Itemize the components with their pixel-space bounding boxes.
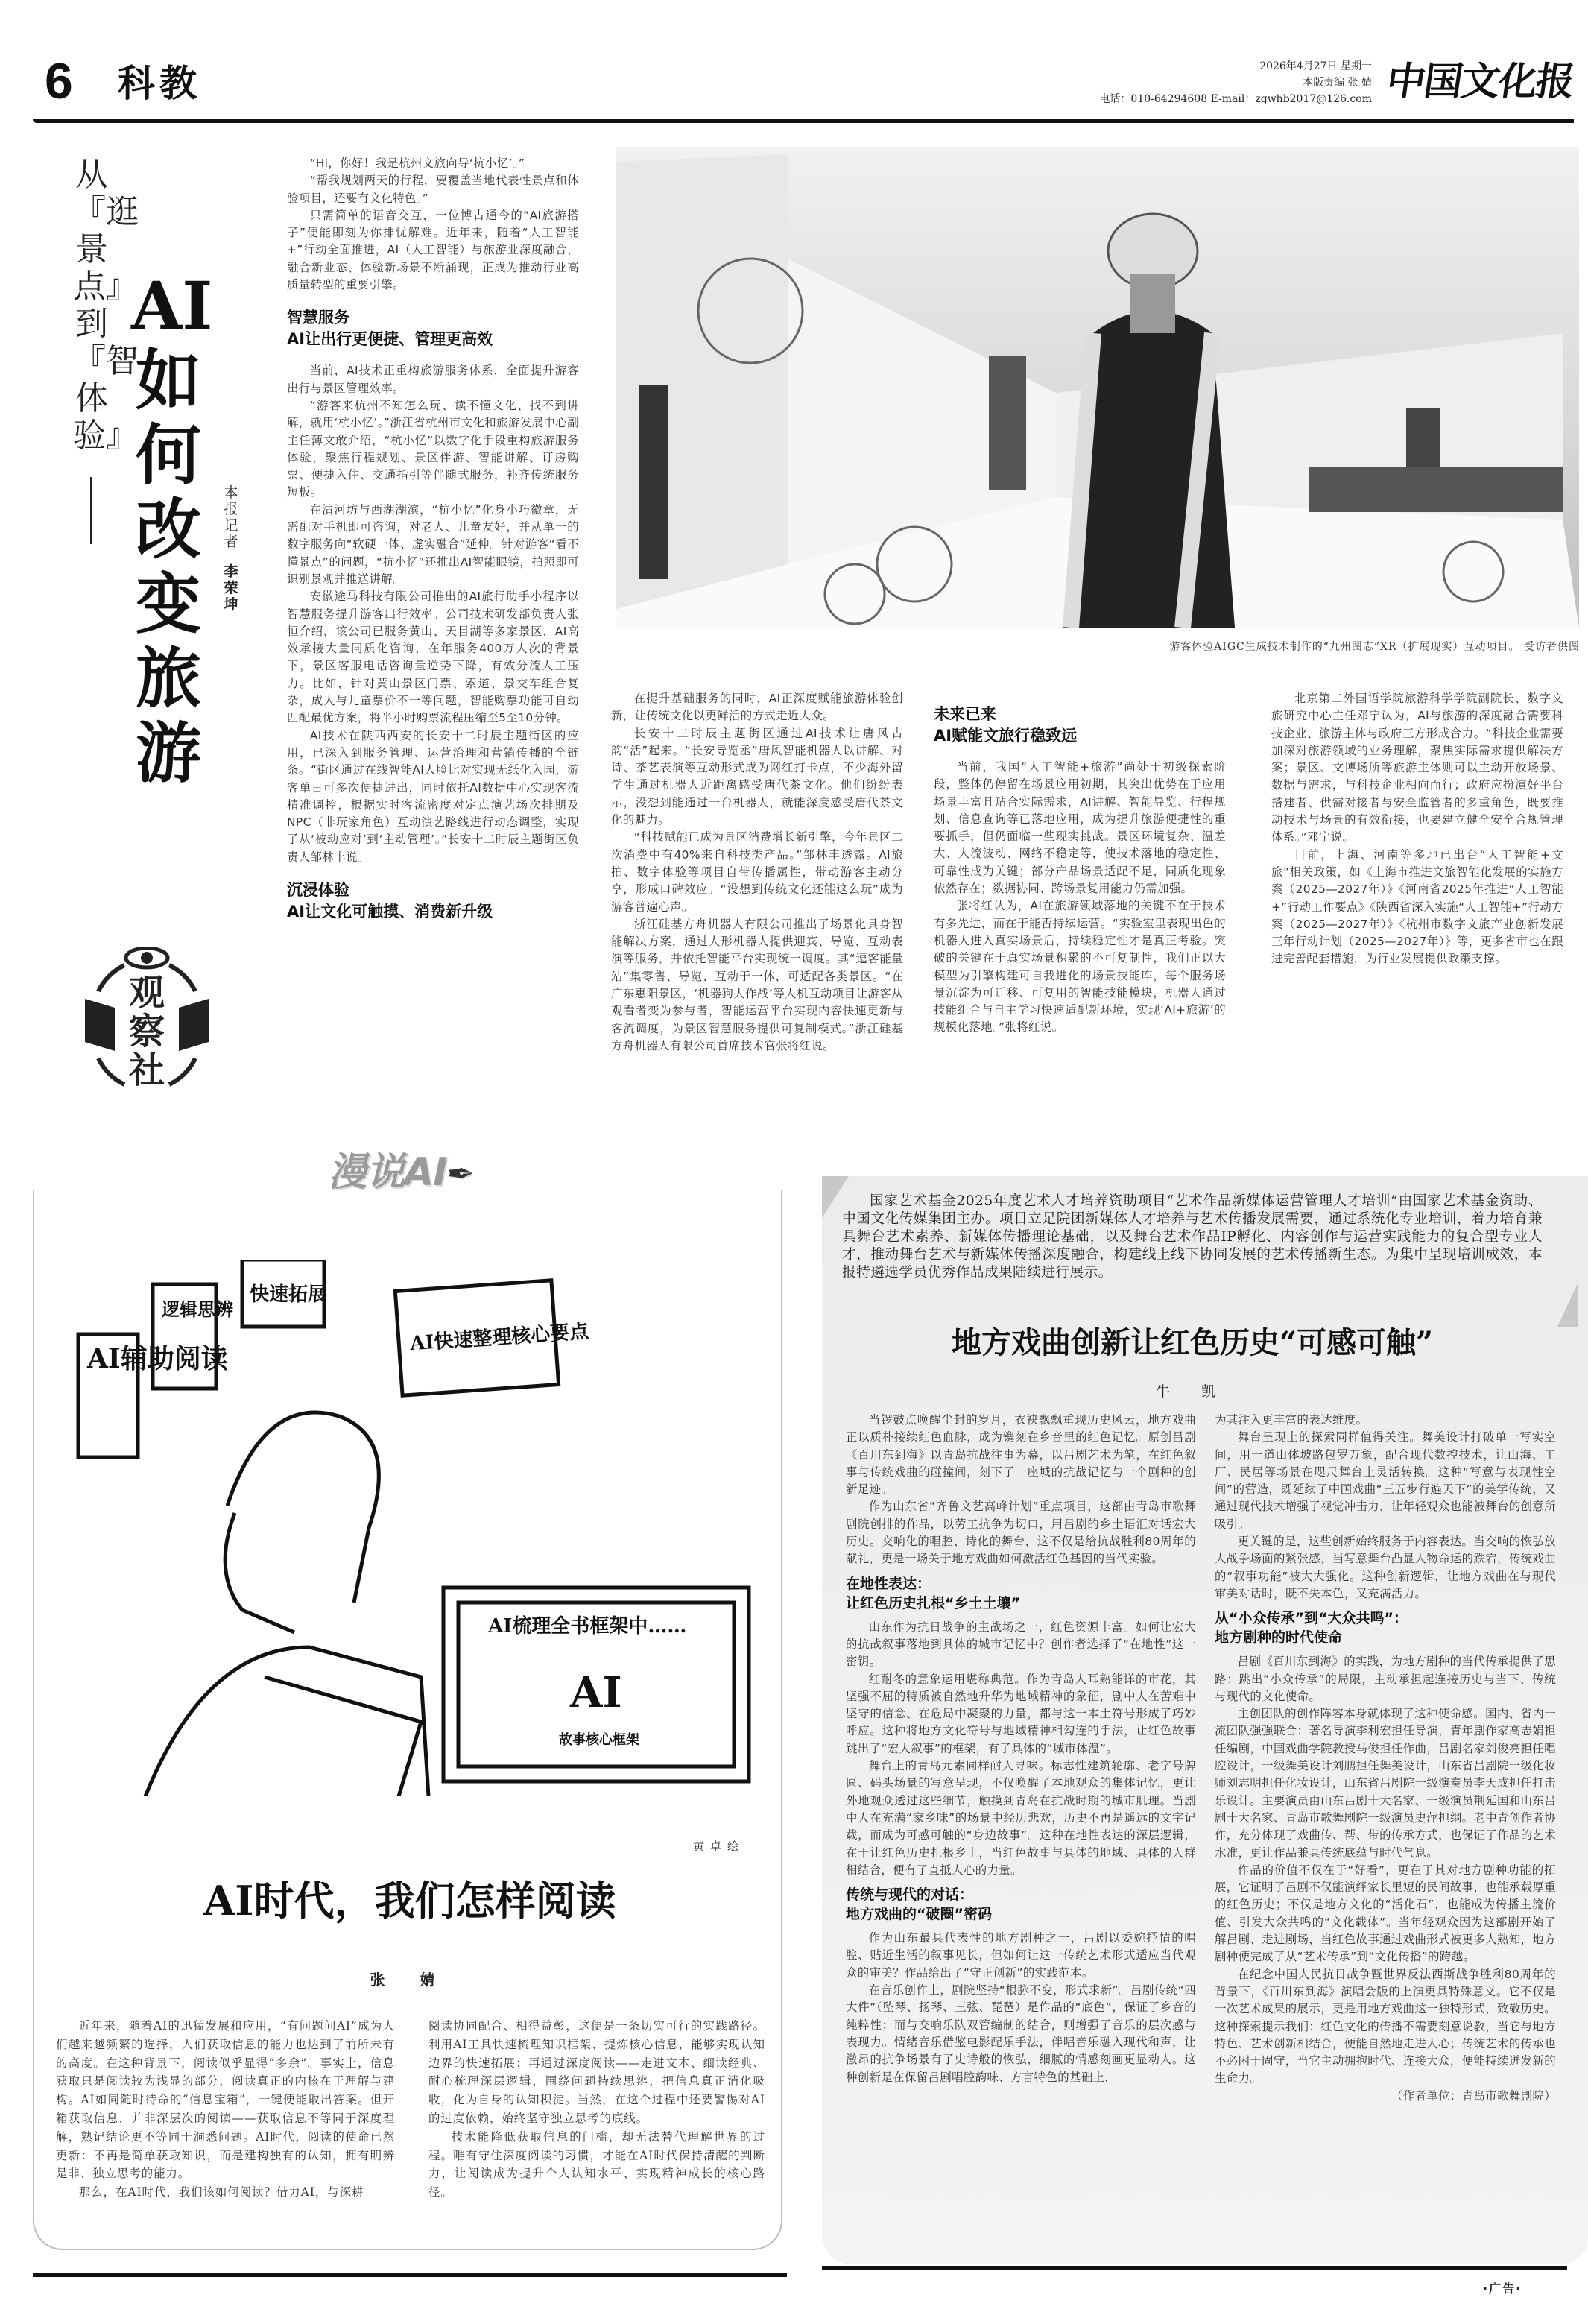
- corner-decoration: [1557, 1282, 1578, 1327]
- vr-exhibit-photo-icon: [616, 147, 1579, 628]
- screen-node: 故事核心框架: [559, 1732, 639, 1748]
- kicker-dash: [90, 477, 92, 544]
- screen-ai: AI: [570, 1668, 622, 1717]
- paragraph: 当锣鼓点唤醒尘封的岁月，衣袂飘飘重现历史风云，地方戏曲正以质朴接续红色血脉，成为镌刻在乡音里的红色记忆。原创吕剧《百川东到海》以青岛抗战往事为幕，以吕剧艺术为笔，在红色叙事与传统戏曲的碰撞间，刻下了一座城的抗战记忆与一个剧种的创新足迹。: [846, 1413, 1196, 1497]
- advertorial-column-2: [1215, 1412, 1556, 2105]
- photo-caption: 游客体验AIGC生成技术制作的“九州图志”XR（扩展现实）互动项目。 受访者供图: [1169, 641, 1580, 653]
- paragraph: 作为山东最具代表性的地方剧种之一，吕剧以委婉抒情的唱腔、贴近生活的叙事见长，但如何让这一传统艺术形式适应当代观众的审美？作品给出了“守正创新”的实践范本。: [846, 1931, 1196, 1980]
- paragraph: 山东作为抗日战争的主战场之一，红色资源丰富。如何让宏大的抗战叙事落地到具体的城市记忆中？创作者选择了“在地性”这一密钥。: [846, 1620, 1196, 1669]
- paragraph: 主创团队的创作阵容本身就体现了这种使命感。国内、省内一流团队强强联合：著名导演李利宏担任导演，青年剧作家高志娟担任编剧，中国戏曲学院教授马俊担任作曲，吕剧名家刘俊亮担任唱腔设计，一级舞美设计刘鹏担任舞美设计，山东省吕剧院一级化妆师刘志明担任化妆设计，山东省吕剧院一级演奏员李天成担任打击乐设计。主要演员由山东吕剧十大名家、一级演员荆延国和山东吕剧十大名家、青岛市歌舞剧院一级演员史萍担纲。老中青创作者协作，充分体现了戏曲传、帮、带的传承方式，也保证了作品的艺术水准，更让作品兼具传统底蕴与时代气息。: [1215, 1707, 1556, 1860]
- essay-column-2: 阅读协同配合、相得益彰，这便是一条切实可行的实践路径。利用AI工具快速梳理知识框架、提炼核心信息，能够实现认知边界的快速拓展；再通过深度阅读——走进文本、细读经典、耐心梳理深层逻辑，围绕问题持续思辨，把信息真正消化吸收，化为自身的认知积淀。当然，在这个过程中还要警惕对AI的过度依赖，始终坚守独立思考的底线。 技术能降低获取信息的门槛，却无法替代理解世界的过程。唯有守住深度阅读的习惯，才能在AI时代保持清醒的判断力，让阅读成为提升个人认知水平、实现精神成长的核心路径。: [428, 2017, 765, 2202]
- page-editor: 本版责编 张 婧: [1303, 77, 1372, 89]
- essay-para-2a: 那么，在AI时代，我们该如何阅读？借力AI，与深耕: [78, 2185, 364, 2200]
- article-column-1: “Hi，你好！我是杭州文旅向导‘杭小忆’。” “帮我规划两天的行程，要覆盖当地代表性景点和体验项目，还要有文化特色。” 只需简单的语音交互，一位博古通今的“AI旅游搭子”便能即刻为你排忧解难。近年来，随着“人工智能+”行动全面推进，AI（人工智能）与旅游业深度融合，融合新业态、体验新场景不断涌现，正成为推动行业高质量转型的重要引擎。 智慧服务 AI让出行更便捷、管理更高效 当前，AI技术正重构旅游服务体系，全面提升游客出行与景区管理效率。 “游客来杭州不知怎么玩、读不懂文化、找不到讲解，就用‘杭小忆’。”浙江省杭州市文化和旅游发展中心副主任薄文敢介绍，“杭小忆”以数字化手段重构旅游服务体验，聚焦行程规划、景区伴游、智能讲解、订房购票、便捷入住、交通指引等伴随式服务，补齐传统服务短板。 在清河坊与西湖湖滨，“杭小忆”化身小巧徽章，无需配对手机即可咨询，对老人、儿童友好，并从单一的数字服务向“软硬一体、虚实融合”延伸。针对游客“看不懂景点”的问题，“杭小忆”还推出AI智能眼镜，拍照即可识别景观并推送讲解。 安徽途马科技有限公司推出的AI旅行助手小程序以智慧服务提升游客出行效率。公司技术研发部负责人张恒介绍，该公司已服务黄山、天目湖等多家景区，AI高效承接大量同质化咨询，在年服务400万人次的背景下，景区客服电话咨询量逆势下降，有效分流人工压力。比如，针对黄山景区门票、索道、景交车组合复杂，成人与儿童票价不一等问题，智能购票功能可自动匹配最优方案，将半小时购票流程压缩至5至10分钟。 AI技术在陕西西安的长安十二时辰主题街区的应用，已深入到服务管理、运营治理和营销传播的全链条。“街区通过在线智能AI人脸比对实现无纸化入园，游客单日可多次便捷进出，同时依托AI数据中心实现客流精准调控，根据实时客流密度对定点演艺场次排期及NPC（非玩家角色）互动演艺路线进行动态调整，实现了从‘被动应对’到‘主动管理’。”长安十二时辰主题街区负责人邹林丰说。 沉浸体验 AI让文化可触摸、消费新升级: [287, 155, 579, 935]
- essay-column-1: 近年来，随着AI的迅猛发展和应用，“有问题问AI”成为人们越来越频繁的选择，人们获取信息的能力也达到了前所未有的高度。在这种背景下，阅读似乎显得“多余”。事实上，信息获取只是阅读较为浅显的部分，阅读真正的内核在于理解与建构。AI如同随时待命的“信息宝箱”，一键便能取出答案。但开箱获取信息，并非深层次的阅读——获取信息不等同于深度理解，熟记结论更不等同于洞悉问题。AI时代，阅读的使命已然更新：不再是简单获取知识，而是建构独有的认知，拥有明辨是非、独立思考的能力。 那么，在AI时代，我们该如何阅读？借力AI，与深耕: [56, 2017, 395, 2202]
- article-byline: [220, 484, 242, 613]
- bubble-core-points: AI快速整理核心要点: [409, 1320, 590, 1356]
- paragraph: 舞台呈现上的探索同样值得关注。舞美设计打破单一写实空间，用一道山体坡路包罗万象，配合现代数控技术，让山海、工厂、民居等场景在咫尺舞台上灵活转换。这种“写意与表现性空间”的营造，既延续了中国戏曲“三五步行遍天下”的美学传统，又通过现代技术增强了视觉冲击力，让年轻观众也能被舞台的创意所吸引。: [1215, 1430, 1556, 1531]
- essay-para-2b: 阅读协同配合、相得益彰，这便是一条切实可行的实践路径。利用AI工具快速梳理知识框架、提炼核心信息，能够实现认知边界的快速拓展；再通过深度阅读——走进文本、细读经典、耐心梳理深层逻辑，围绕问题持续思辨，把信息真正消化吸收，化为自身的认知积淀。当然，在这个过程中还要警惕对AI的过度依赖，始终坚守独立思考的底线。: [428, 2019, 765, 2125]
- paragraph: 在音乐创作上，剧院坚持“根脉不变，形式求新”。吕剧传统“四大件”（坠琴、扬琴、三弦、琵琶）是作品的“底色”，保证了乡音的纯粹性；而与交响乐队双管编制的结合，则增强了音乐的层次感与表现力。情绪音乐借鉴电影配乐手法，伴唱音乐融入现代和声，让激昂的抗争场景有了史诗般的恢弘，细腻的情感刻画更显动人。这种创新是在保留吕剧唱腔韵味、方言特色的基础上，: [846, 1983, 1196, 2084]
- paragraph: 红耐冬的意象运用堪称典范。作为青岛人耳熟能详的市花，其坚强不屈的特质被自然地升华为地域精神的象征，剧中人在苦难中坚守的信念、在危局中凝聚的力量，都与这一本土符号形成了巧妙呼应。这种将地方文化符号与地域精神相勾连的手法，让红色故事跳出了“宏大叙事”的框架，有了具体的“城市体温”。: [846, 1672, 1196, 1755]
- column-logo-guanchashe: [83, 947, 210, 1103]
- advertorial-intro: 国家艺术基金2025年度艺术人才培养资助项目“艺术作品新媒体运营管理人才培训”由国家艺术基金资助、中国文化传媒集团主办。项目立足院团新媒体人才培养与艺术传播发展需要，通过系统化专业培训，着力培育兼具舞台艺术素养、新媒体传播理论基础，以及舞台艺术作品IP孵化、内容创作与运营实践能力的复合型专业人才，推动舞台艺术与新媒体传播深度融合，构建线上线下协同发展的艺术传播新生态。为集中呈现培训成效，本报特遴选学员优秀作品成果陆续进行展示。: [842, 1193, 1543, 1281]
- page-number: 6: [45, 53, 73, 110]
- footer-rule-right: [822, 2266, 1567, 2270]
- fountain-pen-icon: ✒: [446, 1155, 474, 1193]
- article-column-3: 未来已来 AI赋能文旅行稳致远 当前，我国“人工智能+旅游”尚处于初级探索阶段，整体仍停留在场景应用初期，其突出优势在于应用场景丰富且贴合实际需求，AI讲解、智能导览、行程规划、信息查询等已落地应用，成为提升旅游便捷性的重要抓手，但仍面临一些现实挑战。景区环境复杂、温差大、人流波动、网络不稳定等，使技术落地的稳定性、可靠性成为关键；部分产品场景适配不足，同质化现象依然存在；数据协同、跨场景复用能力仍需加强。 张将红认为，AI在旅游领域落地的关键不在于技术有多先进，而在于能否持续运营。“实验室里表现出色的机器人进入真实场景后，持续稳定性才是真正考验。突破的关键在于真实场景积累的不可复制性，我们正以大模型为引擎构建可自我进化的场景技能库，每个服务场景沉淀为可迁移、可复用的智能技能模块，机器人通过技能组合与自主学习快速适配新环境，实现‘AI+旅游’的规模化落地。”张将红说。: [934, 705, 1226, 1035]
- paragraph: 舞台上的青岛元素同样耐人寻味。标志性建筑轮廓、老字号牌匾、码头场景的写意呈现，不仅唤醒了本地观众的集体记忆，更让外地观众透过这些细节，触摸到青岛在抗战时期的城市肌理。当剧中人在充满“家乡味”的场景中经历悲欢，历史不再是遥远的文字记载，而成为可感可触的“身边故事”。这种在地性表达的深层逻辑，在于让红色历史扎根乡土，当红色故事与具体的地域、具体的人群相结合，便有了直抵人心的力量。: [846, 1759, 1196, 1877]
- article-title: AI如何改变旅游: [131, 267, 213, 792]
- issue-date: 2026年4月27日 星期一: [1259, 60, 1372, 72]
- subheading-smart-service: 智慧服务 AI让出行更便捷、管理更高效: [287, 309, 493, 349]
- header-meta: [1099, 58, 1372, 107]
- paragraph: 作品的价值不仅在于“好看”，更在于其对地方剧种功能的拓展，它证明了吕剧不仅能演绎家长里短的民间故事，也能承载厚重的红色历史；不仅是地方文化的“活化石”，也能成为传播主流价值、引发大众共鸣的“文化载体”。当年轻观众因为这部剧开始了解吕剧、走进剧场，当红色故事通过戏曲形式被更多人熟知，地方剧种便完成了从“艺术传承”到“文化传播”的跨越。: [1215, 1863, 1556, 1964]
- advertorial-author: 牛 凯: [1155, 1383, 1230, 1400]
- paragraph: 更关键的是，这些创新始终服务于内容表达。当交响的恢弘放大战争场面的紧张感，当写意舞台凸显人物命运的跌宕，传统戏曲的“叙事功能”被大大强化。这种创新逻辑，让地方戏曲在与现代审美对话时，既不失本色，又充满活力。: [1215, 1535, 1556, 1600]
- section-name: 科教: [118, 61, 201, 105]
- contact-info: 电话：010-64294608 E-mail：zgwhb2017@126.com: [1099, 93, 1372, 105]
- reader-with-ai-cartoon-icon: [71, 1260, 764, 1796]
- advertorial-column-1: [846, 1412, 1196, 2086]
- advertisement-label: ·广告·: [1483, 2282, 1522, 2296]
- advertorial-title: 地方戏曲创新让红色历史“可感可触”: [951, 1325, 1433, 1360]
- article-column-2: 在提升基础服务的同时，AI正深度赋能旅游体验创新，让传统文化以更鲜活的方式走近大众。 长安十二时辰主题街区通过AI技术让唐风古韵“活”起来。“长安导览丞”唐风智能机器人以讲解、对诗、茶艺表演等互动形式成为网红打卡点，不少海外留学生通过机器人近距离感受唐代茶文化。他们纷纷表示，没想到能通过一台机器人，就能深度感受唐代茶文化的魅力。 “科技赋能已成为景区消费增长新引擎，今年景区二次消费中有40%来自科技类产品。”邹林丰透露。AI旅拍、数字体验等项目自带传播属性，带动游客主动分享，形成口碑效应。“没想到传统文化还能这么玩”成为游客普遍心声。 浙江硅基方舟机器人有限公司推出了场景化具身智能解决方案，通过人形机器人提供迎宾、导览、互动表演等服务，并依托智能平台实现统一调度。其“逗客能量站”集零售、导览、互动于一体，可适配各类景区。“在广东惠阳景区，‘机器狗大作战’等人机互动项目让游客从观看者变为参与者，智能运营平台实现内容快速更新与客流调度，为景区智慧服务提供可复制模式。”浙江硅基方舟机器人有限公司首席技术官张将红说。: [611, 692, 903, 1052]
- article-photo-vr-visitor: [616, 147, 1579, 628]
- masthead-logo: 中国文化报: [1383, 59, 1577, 104]
- column-logo-text: 观察社: [128, 972, 165, 1091]
- byline-label: 本报记者: [224, 484, 238, 550]
- subheading-future: 未来已来 AI赋能文旅行稳致远: [934, 705, 1078, 745]
- paragraph: 吕剧《百川东到海》的实践，为地方剧种的当代传承提供了思路：跳出“小众传承”的局限，主动承担起连接历史与当下、传统与现代的文化使命。: [1215, 1655, 1556, 1703]
- bubble-ai-assisted-reading: AI辅助阅读: [87, 1343, 228, 1374]
- bubble-expand: 快速拓展: [250, 1283, 328, 1306]
- advertorial-subheading: 传统与现代的对话： 地方戏曲的“破圈”密码: [846, 1886, 992, 1923]
- cartoon-credit: 黄卓绘: [693, 1840, 745, 1853]
- header-rule: [33, 119, 1574, 123]
- paragraph: 为其注入更丰富的表达维度。: [1215, 1413, 1368, 1427]
- footer-rule-left: [33, 2273, 787, 2277]
- paragraph: 作为山东省“齐鲁文艺高峰计划”重点项目，这部由青岛市歌舞剧院创排的作品，以劳工抗争为切口，用吕剧的乡土语汇对话宏大历史。交响化的唱腔、诗化的舞台，这不仅是给抗战胜利80周年的献礼，更是一场关于地方戏曲如何激活红色基因的当代实验。: [846, 1500, 1196, 1566]
- essay-author: 张 婧: [370, 1971, 450, 1989]
- article-kicker: 从『逛景点』到『智体验』: [73, 156, 139, 455]
- byline-name: 李荣坤: [224, 563, 238, 613]
- cartoon-column-logo: 漫说AI✒: [328, 1150, 474, 1195]
- author-affiliation: （作者单位：青岛市歌舞剧院）: [1391, 2088, 1556, 2103]
- advertorial-subheading: 在地性表达： 让红色历史扎根“乡土土壤”: [846, 1575, 1020, 1611]
- essay-title: AI时代，我们怎样阅读: [203, 1877, 616, 1924]
- paragraph: 在纪念中国人民抗日战争暨世界反法西斯战争胜利80周年的背景下，《百川东到海》演唱会版的上演更具特殊意义。它不仅是一次艺术成果的展示，更是用地方戏曲这一独特形式，致敬历史。这种探索提示我们：红色文化的传播不需要刻意说教，当它与地方特色、艺术创新相结合，便能自然地走进人心；传统艺术的传承也不必困于固守，当它主动拥抱时代、连接大众，便能持续迸发新的生命力。: [1215, 1967, 1556, 2085]
- cartoon-illustration: [71, 1260, 764, 1796]
- subheading-immersive: 沉浸体验 AI让文化可触摸、消费新升级: [287, 880, 493, 921]
- bubble-logic: 逻辑思辨: [162, 1298, 233, 1320]
- screen-title: AI梳理全书框架中……: [488, 1615, 687, 1638]
- advertorial-subheading: 从“小众传承”到“大众共鸣”： 地方剧种的时代使命: [1215, 1610, 1408, 1646]
- article-column-4: 北京第二外国语学院旅游科学学院副院长、数字文旅研究中心主任邓宁认为，AI与旅游的深度融合需要科技企业、旅游主体与政府三方形成合力。“科技企业需要加深对旅游领域的业务理解，聚焦实际需求提供解决方案；景区、文博场所等旅游主体则可以主动开放场景、数据与需求，与科技企业相向而行；政府应扮演好平台搭建者、供需对接者与安全监管者的多重角色，既要推动技术与场景的有效衔接，也要建立健全安全合规管理体系。”邓宁说。 目前，上海、河南等多地已出台“人工智能+文旅”相关政策，如《上海市推进文旅智能化发展的实施方案（2025—2027年）》《河南省2025年推进“人工智能+”行动工作要点》《陕西省深入实施“人工智能+”行动方案（2025—2027年）》《杭州市数字文旅产业创新发展三年行动计划（2025—2027年）》等，更多省市也在跟进完善配套措施，为行业发展提供政策支撑。: [1271, 692, 1563, 966]
